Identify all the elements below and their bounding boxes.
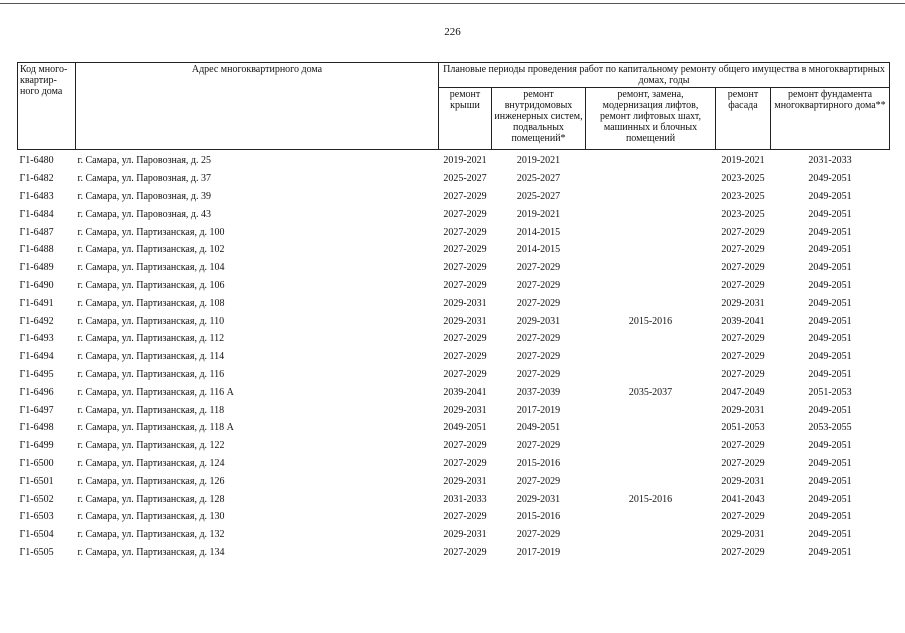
lifts-period-cell bbox=[586, 526, 716, 544]
house-code-cell: Г1-6494 bbox=[19, 351, 54, 363]
roof-period-cell: 2027-2029 bbox=[443, 262, 487, 274]
facade-period-cell: 2027-2029 bbox=[721, 368, 765, 380]
facade-period-cell: 2027-2029 bbox=[721, 279, 765, 291]
lifts-period-cell bbox=[586, 366, 716, 384]
table-row bbox=[18, 170, 890, 188]
facade-period-cell: 2027-2029 bbox=[721, 333, 765, 345]
foundation-period-cell: 2049-2051 bbox=[808, 208, 852, 220]
header-foundation-repair: ремонт фундамента многоквартирного дома** bbox=[771, 88, 890, 150]
systems-period-cell: 2027-2029 bbox=[516, 262, 561, 274]
lifts-period-cell bbox=[586, 508, 716, 526]
systems-period-cell: 2037-2039 bbox=[516, 386, 561, 398]
header-roof-repair: ремонт крыши bbox=[439, 88, 492, 150]
address-cell: г. Самара, ул. Партизанская, д. 106 bbox=[77, 279, 225, 291]
foundation-period-cell: 2049-2051 bbox=[808, 493, 852, 505]
systems-period-cell: 2014-2015 bbox=[516, 226, 561, 238]
table-row bbox=[18, 472, 890, 490]
foundation-period-cell: 2051-2053 bbox=[808, 386, 852, 398]
house-code-cell: Г1-6499 bbox=[19, 440, 54, 452]
table-row bbox=[18, 544, 890, 562]
table-row bbox=[18, 348, 890, 366]
foundation-period-cell: 2049-2051 bbox=[808, 226, 852, 238]
address-cell: г. Самара, ул. Партизанская, д. 116 А bbox=[77, 386, 234, 398]
foundation-period-cell: 2049-2051 bbox=[808, 315, 852, 327]
house-code-cell: Г1-6483 bbox=[19, 190, 54, 202]
roof-period-cell: 2027-2029 bbox=[443, 226, 487, 238]
foundation-period-cell: 2049-2051 bbox=[808, 475, 852, 487]
facade-period-cell: 2029-2031 bbox=[721, 529, 765, 541]
roof-period-cell: 2027-2029 bbox=[443, 351, 487, 363]
foundation-period-cell: 2049-2051 bbox=[808, 333, 852, 345]
address-cell: г. Самара, ул. Партизанская, д. 128 bbox=[77, 493, 225, 505]
lifts-period-cell bbox=[586, 472, 716, 490]
house-code-cell: Г1-6496 bbox=[19, 386, 54, 398]
address-cell: г. Самара, ул. Партизанская, д. 114 bbox=[77, 351, 225, 363]
table-row bbox=[18, 241, 890, 259]
house-code-cell: Г1-6503 bbox=[19, 511, 54, 523]
address-cell: г. Самара, ул. Партизанская, д. 134 bbox=[77, 546, 225, 558]
foundation-period-cell: 2049-2051 bbox=[808, 297, 852, 309]
roof-period-cell: 2027-2029 bbox=[443, 457, 487, 469]
address-cell: г. Самара, ул. Партизанская, д. 118 А bbox=[77, 422, 234, 434]
table-row bbox=[18, 419, 890, 437]
systems-period-cell: 2049-2051 bbox=[516, 422, 561, 434]
foundation-period-cell: 2053-2055 bbox=[808, 422, 852, 434]
systems-period-cell: 2027-2029 bbox=[516, 368, 561, 380]
lifts-period-cell bbox=[586, 223, 716, 241]
facade-period-cell: 2051-2053 bbox=[721, 422, 765, 434]
foundation-period-cell: 2049-2051 bbox=[808, 368, 852, 380]
systems-period-cell: 2027-2029 bbox=[516, 440, 561, 452]
header-planned-periods: Плановые периоды проведения работ по капитальному ремонту общего имущества в многоквартирных домах, годы bbox=[439, 63, 890, 88]
lifts-period-cell bbox=[586, 259, 716, 277]
table-row bbox=[18, 455, 890, 473]
facade-period-cell: 2027-2029 bbox=[721, 262, 765, 274]
systems-period-cell: 2025-2027 bbox=[516, 173, 561, 185]
table-row bbox=[18, 526, 890, 544]
lifts-period-cell bbox=[586, 241, 716, 259]
lifts-period-cell bbox=[586, 401, 716, 419]
foundation-period-cell: 2049-2051 bbox=[808, 190, 852, 202]
lifts-period-cell: 2035-2037 bbox=[628, 386, 673, 398]
lifts-period-cell: 2015-2016 bbox=[628, 493, 673, 505]
facade-period-cell: 2047-2049 bbox=[721, 386, 765, 398]
systems-period-cell: 2027-2029 bbox=[516, 279, 561, 291]
table-row bbox=[18, 188, 890, 206]
foundation-period-cell: 2049-2051 bbox=[808, 279, 852, 291]
table-row bbox=[18, 312, 890, 330]
foundation-period-cell: 2049-2051 bbox=[808, 404, 852, 416]
systems-period-cell: 2027-2029 bbox=[516, 529, 561, 541]
systems-period-cell: 2015-2016 bbox=[516, 511, 561, 523]
table-row bbox=[18, 366, 890, 384]
address-cell: г. Самара, ул. Партизанская, д. 100 bbox=[77, 226, 225, 238]
lifts-period-cell bbox=[586, 205, 716, 223]
foundation-period-cell: 2049-2051 bbox=[808, 457, 852, 469]
facade-period-cell: 2029-2031 bbox=[721, 297, 765, 309]
facade-period-cell: 2023-2025 bbox=[721, 190, 765, 202]
facade-period-cell: 2027-2029 bbox=[721, 244, 765, 256]
facade-period-cell: 2029-2031 bbox=[721, 475, 765, 487]
systems-period-cell: 2014-2015 bbox=[516, 244, 561, 256]
house-code-cell: Г1-6497 bbox=[19, 404, 54, 416]
address-cell: г. Самара, ул. Партизанская, д. 110 bbox=[77, 315, 225, 327]
lifts-period-cell: 2015-2016 bbox=[628, 315, 673, 327]
house-code-cell: Г1-6480 bbox=[19, 155, 54, 167]
house-code-cell: Г1-6504 bbox=[19, 529, 54, 541]
table-row bbox=[18, 150, 890, 170]
header-address: Адрес многоквартирного дома bbox=[76, 63, 439, 150]
address-cell: г. Самара, ул. Паровозная, д. 43 bbox=[77, 208, 212, 220]
foundation-period-cell: 2049-2051 bbox=[808, 244, 852, 256]
foundation-period-cell: 2049-2051 bbox=[808, 440, 852, 452]
roof-period-cell: 2027-2029 bbox=[443, 511, 487, 523]
address-cell: г. Самара, ул. Партизанская, д. 102 bbox=[77, 244, 225, 256]
roof-period-cell: 2027-2029 bbox=[443, 244, 487, 256]
house-code-cell: Г1-6488 bbox=[19, 244, 54, 256]
address-cell: г. Самара, ул. Партизанская, д. 118 bbox=[77, 404, 225, 416]
table-row bbox=[18, 259, 890, 277]
foundation-period-cell: 2049-2051 bbox=[808, 529, 852, 541]
systems-period-cell: 2027-2029 bbox=[516, 333, 561, 345]
systems-period-cell: 2025-2027 bbox=[516, 190, 561, 202]
address-cell: г. Самара, ул. Паровозная, д. 39 bbox=[77, 190, 212, 202]
address-cell: г. Самара, ул. Партизанская, д. 116 bbox=[77, 368, 225, 380]
foundation-period-cell: 2049-2051 bbox=[808, 511, 852, 523]
systems-period-cell: 2015-2016 bbox=[516, 457, 561, 469]
systems-period-cell: 2027-2029 bbox=[516, 475, 561, 487]
systems-period-cell: 2027-2029 bbox=[516, 297, 561, 309]
table-row bbox=[18, 401, 890, 419]
header-house-code: Код много-квартир-ного дома bbox=[18, 63, 76, 150]
systems-period-cell: 2027-2029 bbox=[516, 351, 561, 363]
house-code-cell: Г1-6505 bbox=[19, 546, 54, 558]
lifts-period-cell bbox=[586, 330, 716, 348]
address-cell: г. Самара, ул. Партизанская, д. 124 bbox=[77, 457, 225, 469]
house-code-cell: Г1-6493 bbox=[19, 333, 54, 345]
roof-period-cell: 2049-2051 bbox=[443, 422, 487, 434]
roof-period-cell: 2027-2029 bbox=[443, 333, 487, 345]
address-cell: г. Самара, ул. Паровозная, д. 25 bbox=[77, 155, 212, 167]
systems-period-cell: 2019-2021 bbox=[516, 155, 561, 167]
facade-period-cell: 2041-2043 bbox=[721, 493, 765, 505]
lifts-period-cell bbox=[586, 419, 716, 437]
house-code-cell: Г1-6500 bbox=[19, 457, 54, 469]
facade-period-cell: 2019-2021 bbox=[721, 155, 765, 167]
roof-period-cell: 2027-2029 bbox=[443, 208, 487, 220]
foundation-period-cell: 2049-2051 bbox=[808, 262, 852, 274]
lifts-period-cell bbox=[586, 455, 716, 473]
roof-period-cell: 2025-2027 bbox=[443, 173, 487, 185]
lifts-period-cell bbox=[586, 170, 716, 188]
header-engineering-systems: ремонт внутридомовых инженерных систем, подвальных помещений* bbox=[492, 88, 586, 150]
house-code-cell: Г1-6491 bbox=[19, 297, 54, 309]
table-row bbox=[18, 294, 890, 312]
address-cell: г. Самара, ул. Партизанская, д. 112 bbox=[77, 333, 225, 345]
foundation-period-cell: 2049-2051 bbox=[808, 546, 852, 558]
systems-period-cell: 2029-2031 bbox=[516, 315, 561, 327]
lifts-period-cell bbox=[586, 188, 716, 206]
systems-period-cell: 2029-2031 bbox=[516, 493, 561, 505]
address-cell: г. Самара, ул. Паровозная, д. 37 bbox=[77, 173, 212, 185]
address-cell: г. Самара, ул. Партизанская, д. 104 bbox=[77, 262, 225, 274]
roof-period-cell: 2029-2031 bbox=[443, 475, 487, 487]
page-number: 226 bbox=[444, 26, 461, 38]
address-cell: г. Самара, ул. Партизанская, д. 130 bbox=[77, 511, 225, 523]
roof-period-cell: 2029-2031 bbox=[443, 529, 487, 541]
table-row bbox=[18, 277, 890, 295]
lifts-period-cell bbox=[586, 544, 716, 562]
table-row bbox=[18, 437, 890, 455]
roof-period-cell: 2027-2029 bbox=[443, 190, 487, 202]
lifts-period-cell bbox=[586, 437, 716, 455]
roof-period-cell: 2019-2021 bbox=[443, 155, 487, 167]
facade-period-cell: 2023-2025 bbox=[721, 173, 765, 185]
facade-period-cell: 2029-2031 bbox=[721, 404, 765, 416]
table-row bbox=[18, 223, 890, 241]
foundation-period-cell: 2049-2051 bbox=[808, 173, 852, 185]
lifts-period-cell bbox=[586, 277, 716, 295]
foundation-period-cell: 2031-2033 bbox=[808, 155, 852, 167]
facade-period-cell: 2027-2029 bbox=[721, 546, 765, 558]
table-row bbox=[18, 508, 890, 526]
house-code-cell: Г1-6501 bbox=[19, 475, 54, 487]
address-cell: г. Самара, ул. Партизанская, д. 108 bbox=[77, 297, 225, 309]
address-cell: г. Самара, ул. Партизанская, д. 122 bbox=[77, 440, 225, 452]
table-row bbox=[18, 490, 890, 508]
roof-period-cell: 2027-2029 bbox=[443, 546, 487, 558]
house-code-cell: Г1-6484 bbox=[19, 208, 54, 220]
table-row bbox=[18, 205, 890, 223]
facade-period-cell: 2027-2029 bbox=[721, 226, 765, 238]
roof-period-cell: 2039-2041 bbox=[443, 386, 487, 398]
facade-period-cell: 2039-2041 bbox=[721, 315, 765, 327]
lifts-period-cell bbox=[586, 294, 716, 312]
repair-schedule-table bbox=[17, 62, 890, 561]
lifts-period-cell bbox=[586, 150, 716, 170]
facade-period-cell: 2027-2029 bbox=[721, 511, 765, 523]
roof-period-cell: 2029-2031 bbox=[443, 297, 487, 309]
lifts-period-cell bbox=[586, 348, 716, 366]
facade-period-cell: 2027-2029 bbox=[721, 457, 765, 469]
facade-period-cell: 2027-2029 bbox=[721, 351, 765, 363]
header-lift-repair: ремонт, замена, модернизация лифтов, ремонт лифтовых шахт, машинных и блочных помещений bbox=[586, 88, 716, 150]
house-code-cell: Г1-6490 bbox=[19, 279, 54, 291]
roof-period-cell: 2027-2029 bbox=[443, 368, 487, 380]
house-code-cell: Г1-6492 bbox=[19, 315, 54, 327]
address-cell: г. Самара, ул. Партизанская, д. 132 bbox=[77, 529, 225, 541]
roof-period-cell: 2031-2033 bbox=[443, 493, 487, 505]
foundation-period-cell: 2049-2051 bbox=[808, 351, 852, 363]
repair-schedule-sheet bbox=[17, 62, 889, 561]
address-cell: г. Самара, ул. Партизанская, д. 126 bbox=[77, 475, 225, 487]
roof-period-cell: 2029-2031 bbox=[443, 404, 487, 416]
header-facade-repair: ремонт фасада bbox=[716, 88, 771, 150]
facade-period-cell: 2023-2025 bbox=[721, 208, 765, 220]
roof-period-cell: 2027-2029 bbox=[443, 440, 487, 452]
house-code-cell: Г1-6502 bbox=[19, 493, 54, 505]
house-code-cell: Г1-6482 bbox=[19, 173, 54, 185]
table-body bbox=[18, 150, 890, 562]
house-code-cell: Г1-6487 bbox=[19, 226, 54, 238]
table-row bbox=[18, 330, 890, 348]
systems-period-cell: 2017-2019 bbox=[516, 404, 561, 416]
page-top-border bbox=[0, 3, 905, 4]
house-code-cell: Г1-6495 bbox=[19, 368, 54, 380]
house-code-cell: Г1-6498 bbox=[19, 422, 54, 434]
facade-period-cell: 2027-2029 bbox=[721, 440, 765, 452]
roof-period-cell: 2029-2031 bbox=[443, 315, 487, 327]
table-row bbox=[18, 383, 890, 401]
systems-period-cell: 2019-2021 bbox=[516, 208, 561, 220]
systems-period-cell: 2017-2019 bbox=[516, 546, 561, 558]
house-code-cell: Г1-6489 bbox=[19, 262, 54, 274]
roof-period-cell: 2027-2029 bbox=[443, 279, 487, 291]
